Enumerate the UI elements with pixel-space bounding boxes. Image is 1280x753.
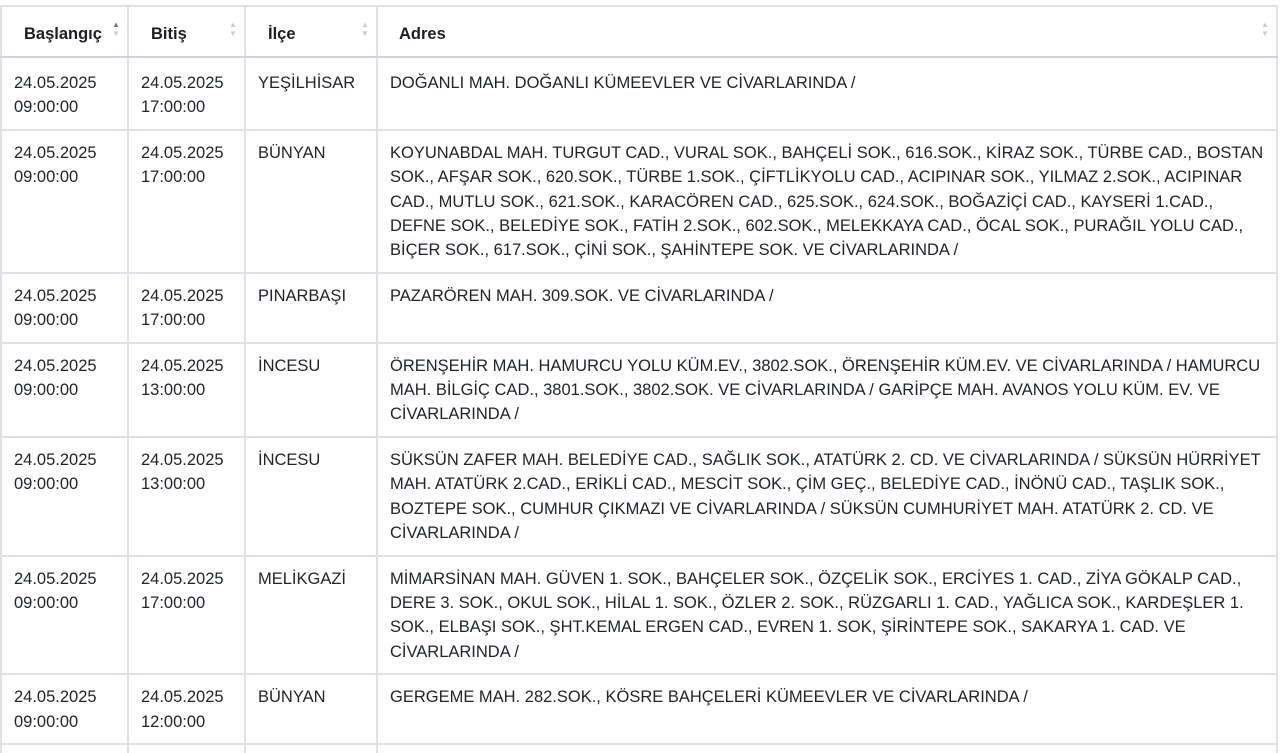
sort-neutral-icon[interactable] [1261, 21, 1269, 41]
table-row [1, 556, 1277, 675]
column-header-label: Başlangıç [24, 25, 102, 43]
district-cell: BÜNYAN [245, 130, 377, 273]
end-cell [128, 273, 245, 343]
start-cell [1, 130, 128, 273]
end-date: 24.05.2025 [141, 143, 224, 162]
start-time: 09:00:00 [14, 712, 79, 731]
district-cell: YEŞİLHİSAR [245, 57, 377, 130]
sort-up-arrow-icon: ▲ [1261, 20, 1269, 29]
start-cell [1, 273, 128, 343]
district-cell [245, 744, 377, 753]
end-cell [128, 744, 245, 753]
start-cell [1, 57, 128, 130]
district-cell: İNCESU [245, 343, 377, 437]
table-row [1, 437, 1277, 556]
sort-ascending-icon[interactable] [112, 21, 120, 41]
sort-up-arrow-icon: ▲ [361, 20, 369, 29]
end-time: 13:00:00 [141, 475, 206, 494]
start-time: 09:00:00 [14, 593, 79, 612]
address-cell [377, 744, 1277, 753]
start-date: 24.05.2025 [14, 450, 97, 469]
start-cell [1, 343, 128, 437]
address-cell: SÜKSÜN ZAFER MAH. BELEDİYE CAD., SAĞLIK SOK., ATATÜRK 2. CD. VE CİVARLARINDA / SÜKSÜN HÜRRİYET MAH. ATATÜRK 2.CAD., ERİKLİ CAD., MESCİT SOK., ÇİM GEÇ., BELEDİYE CAD., İNÖNÜ CAD., TAŞLIK SOK., BOZTEPE SOK., CUMHUR ÇIKMAZI VE CİVARLARINDA / SÜKSÜN CUMHURİYET MAH. ATATÜRK 2. CD. VE CİVARLARINDA / [377, 437, 1277, 556]
end-time: 13:00:00 [141, 381, 206, 400]
sort-up-arrow-icon: ▲ [112, 20, 120, 29]
end-date: 24.05.2025 [141, 450, 224, 469]
end-date: 24.05.2025 [141, 356, 224, 375]
start-cell [1, 744, 128, 753]
end-cell [128, 437, 245, 556]
column-header-label: İlçe [268, 25, 296, 43]
end-cell [128, 674, 245, 744]
table-row [1, 674, 1277, 744]
address-cell: PAZARÖREN MAH. 309.SOK. VE CİVARLARINDA / [377, 273, 1277, 343]
table-row-partial [1, 744, 1277, 753]
column-header-start[interactable] [1, 6, 128, 57]
sort-down-arrow-icon: ▼ [229, 29, 237, 38]
start-date: 24.05.2025 [14, 569, 97, 588]
start-time: 09:00:00 [14, 381, 79, 400]
start-date: 24.05.2025 [14, 74, 97, 92]
outage-table [0, 5, 1278, 753]
table-header-row [1, 6, 1277, 57]
address-cell: ÖRENŞEHİR MAH. HAMURCU YOLU KÜM.EV., 3802.SOK., ÖRENŞEHİR KÜM.EV. VE CİVARLARINDA / HAMURCU MAH. BİLGİÇ CAD., 3801.SOK., 3802.SOK. VE CİVARLARINDA / GARİPÇE MAH. AVANOS YOLU KÜM. EV. VE CİVARLARINDA / [377, 343, 1277, 437]
table-row [1, 57, 1277, 130]
sort-up-arrow-icon: ▲ [229, 20, 237, 29]
column-header-address[interactable] [377, 6, 1277, 57]
end-time: 17:00:00 [141, 311, 206, 330]
start-cell [1, 674, 128, 744]
sort-down-arrow-icon: ▼ [361, 29, 369, 38]
table-row [1, 130, 1277, 273]
start-cell [1, 437, 128, 556]
start-time: 09:00:00 [14, 475, 79, 494]
sort-neutral-icon[interactable] [229, 21, 237, 41]
start-time: 09:00:00 [14, 311, 79, 330]
address-cell: GERGEME MAH. 282.SOK., KÖSRE BAHÇELERİ KÜMEEVLER VE CİVARLARINDA / [377, 674, 1277, 744]
sort-down-arrow-icon: ▼ [1261, 29, 1269, 38]
district-cell: MELİKGAZİ [245, 556, 377, 675]
end-time: 17:00:00 [141, 98, 206, 117]
column-header-label: Bitiş [151, 25, 187, 43]
column-header-end[interactable] [128, 6, 245, 57]
address-cell: DOĞANLI MAH. DOĞANLI KÜMEEVLER VE CİVARLARINDA / [377, 57, 1277, 130]
end-date: 24.05.2025 [141, 688, 224, 707]
end-time: 12:00:00 [141, 712, 206, 731]
end-date: 24.05.2025 [141, 569, 224, 588]
column-header-label: Adres [399, 25, 446, 43]
end-date: 24.05.2025 [141, 74, 224, 92]
end-cell [128, 57, 245, 130]
sort-down-arrow-icon: ▼ [112, 29, 120, 38]
end-time: 17:00:00 [141, 593, 206, 612]
start-date: 24.05.2025 [14, 356, 97, 375]
end-time: 17:00:00 [141, 168, 206, 187]
district-cell: BÜNYAN [245, 674, 377, 744]
district-cell: İNCESU [245, 437, 377, 556]
start-date: 24.05.2025 [14, 143, 97, 162]
column-header-district[interactable] [245, 6, 377, 57]
start-date: 24.05.2025 [14, 688, 97, 707]
start-time: 09:00:00 [14, 98, 79, 117]
start-cell [1, 556, 128, 675]
end-cell [128, 556, 245, 675]
address-cell: MİMARSİNAN MAH. GÜVEN 1. SOK., BAHÇELER SOK., ÖZÇELİK SOK., ERCİYES 1. CAD., ZİYA GÖKALP CAD., DERE 3. SOK., OKUL SOK., HİLAL 1. SOK., ÖZLER 2. SOK., RÜZGARLI 1. CAD., YAĞLICA SOK., KARDEŞLER 1. SOK., ELBAŞI SOK., ŞHT.KEMAL ERGEN CAD., EVREN 1. SOK, ŞİRİNTEPE SOK., SAKARYA 1. CAD. VE CİVARLARINDA / [377, 556, 1277, 675]
start-date: 24.05.2025 [14, 286, 97, 305]
sort-neutral-icon[interactable] [361, 21, 369, 41]
end-cell [128, 130, 245, 273]
end-date: 24.05.2025 [141, 286, 224, 305]
start-time: 09:00:00 [14, 168, 79, 187]
address-cell: KOYUNABDAL MAH. TURGUT CAD., VURAL SOK., BAHÇELİ SOK., 616.SOK., KİRAZ SOK., TÜRBE CAD., BOSTAN SOK., AFŞAR SOK., 620.SOK., TÜRBE 1.SOK., ÇİFTLİKYOLU CAD., ACIPINAR SOK., YILMAZ 2.SOK., ACIPINAR CAD., MUTLU SOK., 621.SOK., KARACÖREN CAD., 625.SOK., 624.SOK., BOĞAZİÇİ CAD., KAYSERİ 1.CAD., DEFNE SOK., BELEDİYE SOK., FATİH 2.SOK., 602.SOK., MELEKKAYA CAD., ÖCAL SOK., PURAĞIL YOLU CAD., BİÇER SOK., 617.SOK., ÇİNİ SOK., ŞAHİNTEPE SOK. VE CİVARLARINDA / [377, 130, 1277, 273]
table-row [1, 343, 1277, 437]
district-cell: PINARBAŞI [245, 273, 377, 343]
end-cell [128, 343, 245, 437]
table-row [1, 273, 1277, 343]
